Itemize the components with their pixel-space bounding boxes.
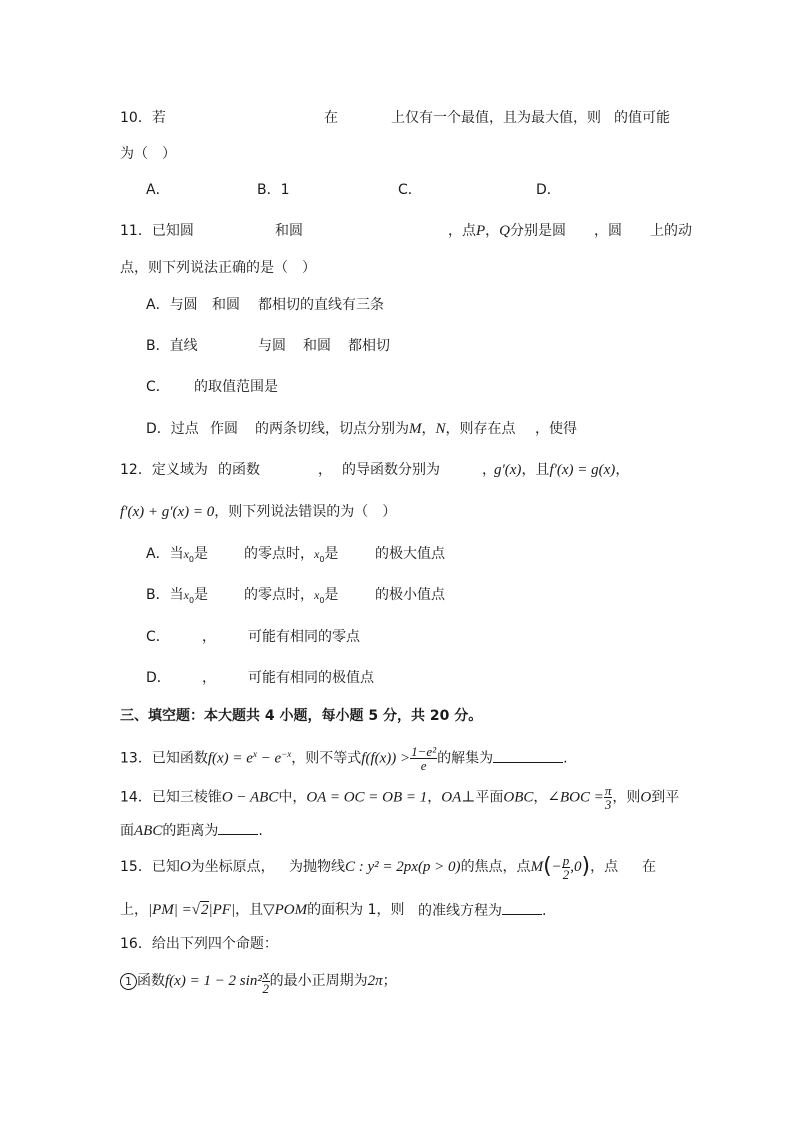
- q14-to-plane: 到平: [651, 789, 680, 806]
- q12-a-when: A．当: [146, 546, 184, 562]
- q11-var-p: P: [476, 223, 486, 239]
- q12-a-x0b: x: [314, 547, 320, 561]
- q15-directrix-text: 的准线方程为: [418, 903, 502, 919]
- q15-focus-point: 的焦点，点: [460, 859, 531, 875]
- q12-option-b-1: [146, 585, 208, 611]
- q15-m-tail: ,0: [570, 859, 582, 875]
- q15-frac-num: p: [562, 852, 570, 868]
- q11-option-a-3: 都相切的直线有三条: [258, 297, 384, 313]
- q12-option-c-3: 可能有相同的零点: [248, 629, 360, 645]
- q13-sup1: x: [252, 749, 257, 759]
- q12-option-a-2: [244, 544, 338, 570]
- q15-point-p: ，点: [590, 859, 619, 875]
- q14-distance-text: 的距离为: [162, 823, 219, 839]
- q11-var-q: Q: [499, 223, 511, 239]
- q12-b-x0-sub: 0: [188, 595, 195, 605]
- q12-text-derivs: 的导函数分别为: [342, 462, 440, 478]
- q15-answer-blank[interactable]: [502, 900, 542, 915]
- q16-frac-num: x: [262, 966, 269, 982]
- q13-fx: f(x) = e: [207, 750, 253, 767]
- q14-comma2: ，: [533, 789, 548, 806]
- q11-option-a-1: A．与圆: [146, 297, 198, 313]
- q15-zai: 在: [642, 859, 656, 875]
- q11-comma: ，: [485, 223, 500, 239]
- q10-number: 10．若: [120, 110, 166, 126]
- q14-frac-num: π: [604, 783, 612, 798]
- q12-and-text: ，且: [521, 462, 550, 478]
- q14-perp: OA⊥: [441, 789, 476, 806]
- q11-option-b-4: 都相切: [348, 338, 390, 354]
- q10-option-d: D．: [536, 182, 561, 198]
- q14-line2: [120, 820, 263, 841]
- q15-sqrt-arg: 2: [201, 902, 209, 918]
- q16-period-text: 的最小正周期为: [269, 973, 368, 989]
- q12-a-x0b-sub: 0: [319, 554, 325, 564]
- q12-option-a-3: 的极大值点: [375, 546, 445, 562]
- q12-b-is: 是: [194, 587, 209, 603]
- q13-number: 13．已知函数: [120, 750, 208, 767]
- q15-sqrt-sign: √: [191, 902, 201, 918]
- q14-period: .: [258, 823, 263, 839]
- q12-gprime-expr: g′(x): [494, 462, 522, 478]
- q10-option-a: A．: [146, 182, 170, 198]
- q15-period: .: [542, 903, 547, 919]
- q14-in: 中，: [278, 789, 307, 806]
- q11-exists-text: ，则存在点: [445, 421, 516, 437]
- q14-angle: ∠BOC =: [547, 789, 604, 806]
- q16-item-1: [120, 966, 397, 996]
- q10-text-value: 的值可能: [614, 110, 670, 126]
- q12-b-when: B．当: [146, 587, 184, 603]
- q10-text-wei: 为（ ）: [120, 146, 176, 162]
- q15-focus-of: 为抛物线: [289, 859, 345, 875]
- q12-option-d-2: ，: [202, 670, 216, 686]
- q13-sup2: −x: [281, 749, 292, 759]
- q15-paren-open: (: [543, 854, 552, 879]
- q15-parabola: C : y² = 2px: [345, 859, 418, 875]
- q12-a-x0-sub: 0: [188, 554, 194, 564]
- q12-option-a-1: [146, 544, 208, 570]
- q11-point-label: ，点: [448, 223, 476, 239]
- q12-b-is2: 是: [324, 587, 339, 603]
- q11-var-n: N: [435, 421, 446, 437]
- q15-line2b: [418, 900, 546, 921]
- q12-comma-1: ，: [318, 462, 332, 478]
- q13-ffx: f(f(x)) >: [361, 750, 411, 767]
- q15-area-text: 的面积为 1，则: [307, 902, 405, 918]
- q10-text-maxonly: 上仅有一个最值，且为最大值，则: [391, 110, 601, 126]
- section-3-heading: 三、填空题：本大题共 4 小题，每小题 5 分，共 20 分。: [120, 708, 483, 724]
- q15-line2: [120, 898, 404, 922]
- q15-triangle: ▽POM: [263, 902, 308, 918]
- q11-text-stem: 点，则下列说法正确的是（ ）: [120, 260, 316, 276]
- q14-comma: ，: [427, 789, 442, 806]
- q12-eq2: f′(x) + g′(x) = 0: [120, 504, 215, 520]
- q13-solution-text: 的解集为: [437, 750, 494, 767]
- q11-comma-2: ，: [421, 421, 436, 437]
- q11-option-d-1: D．过点: [146, 421, 199, 437]
- q11-option-b-1: B．直线: [146, 338, 198, 354]
- q12-comma-2: ，: [482, 462, 496, 478]
- q12-option-b-2: [244, 585, 338, 611]
- q15-m: M: [530, 859, 544, 875]
- q13-fraction: [410, 745, 437, 772]
- q12-stem: ，则下列说法错误的为（ ）: [214, 504, 397, 520]
- q12-b-x0b-sub: 0: [319, 595, 325, 605]
- q14-tetra: O − ABC: [221, 789, 279, 806]
- q11-text-moving: 上的动: [650, 223, 692, 239]
- q16-fraction: [262, 968, 270, 995]
- q15-pm: |PM| =: [148, 902, 192, 918]
- q12-b-x0: x: [183, 588, 189, 602]
- q11-respectively: 分别是圆: [510, 223, 567, 239]
- q13-answer-blank[interactable]: [493, 748, 563, 763]
- q11-text-and: 和圆: [275, 223, 303, 239]
- q16-frac-den: 2: [262, 980, 269, 996]
- q11-text-circle2: ，圆: [594, 223, 622, 239]
- q13-frac-den: e: [420, 758, 427, 774]
- q10-line1: [120, 108, 166, 128]
- q13-line: [120, 741, 568, 772]
- q15-line1b: [289, 853, 618, 881]
- q15-on: 上，: [120, 902, 148, 918]
- q14-number: 14．已知三棱锥: [120, 789, 222, 806]
- q15-frac-den: 2: [562, 866, 570, 882]
- q12-a-is: 是: [194, 546, 208, 562]
- q13-period: .: [563, 750, 568, 767]
- q11-number: 11．已知圆: [120, 223, 194, 239]
- q12-b-x0b: x: [314, 588, 320, 602]
- q16-period-value: 2π: [367, 973, 383, 989]
- q16-fx: f(x) = 1 − 2 sin²: [165, 973, 262, 989]
- q12-eq1: f′(x) = g(x): [549, 462, 616, 478]
- q14-frac-den: 3: [604, 797, 612, 812]
- q14-abc: ABC: [134, 823, 163, 839]
- q11-option-b-3: 和圆: [303, 338, 331, 354]
- q15-origin: 为坐标原点，: [190, 859, 275, 875]
- q14-mian: 面: [120, 823, 134, 839]
- q10-option-b: B．1: [257, 182, 290, 198]
- q11-option-d-2: 作圆: [210, 421, 238, 437]
- q16-heading: 16．给出下列四个命题：: [120, 936, 278, 952]
- q14-eq: OA = OC = OB = 1: [306, 789, 428, 806]
- q16-function-text: 函数: [137, 973, 165, 989]
- q13-minus: − e: [256, 750, 282, 767]
- q15-paren-close: ): [581, 854, 591, 879]
- q11-text-point: [448, 221, 566, 241]
- q16-circled-number: 1: [120, 973, 137, 990]
- q10-text-in: 在: [324, 110, 338, 126]
- q15-and: ，且: [235, 902, 264, 918]
- q11-var-m: M: [409, 421, 422, 437]
- q12-option-b-3: 的极小值点: [375, 587, 445, 603]
- q12-line2: [120, 502, 396, 522]
- q12-text-func: 的函数: [218, 462, 260, 478]
- q11-option-d-3: [255, 419, 516, 439]
- q12-number: 12．定义域为: [120, 462, 208, 478]
- q14-obc: OBC: [503, 789, 534, 806]
- q15-pf: |PF|: [208, 902, 236, 918]
- q12-option-d-1: D．: [146, 670, 171, 686]
- q13-frac-num: 1−e²: [411, 744, 437, 760]
- q14-then: ，则: [612, 789, 641, 806]
- q12-a-is2: 是: [324, 546, 339, 562]
- q12-option-c-1: C．: [146, 629, 170, 645]
- q10-option-c: C．: [398, 182, 422, 198]
- q15-cond: (p > 0): [417, 859, 461, 875]
- q14-plane: 平面: [475, 789, 504, 806]
- q15-line1: [120, 853, 275, 881]
- q11-option-a-2: 和圆: [212, 297, 240, 313]
- q14-answer-blank[interactable]: [218, 820, 258, 835]
- q11-option-c-1: C．: [146, 379, 170, 395]
- q12-option-d-3: 可能有相同的极值点: [248, 670, 374, 686]
- q12-a-x0: x: [183, 547, 189, 561]
- q11-option-b-2: 与圆: [258, 338, 286, 354]
- q12-comma-3: ，: [615, 462, 630, 478]
- q15-fraction: [562, 854, 571, 881]
- q12-gprime: [494, 460, 629, 480]
- q11-option-c-2: 的取值范围是: [194, 379, 278, 395]
- q11-tangent-text: 的两条切线，切点分别为: [255, 421, 409, 437]
- q15-number: 15．已知: [120, 859, 180, 875]
- q16-semicolon: ；: [382, 973, 397, 989]
- q13-ineq-text: ，则不等式: [291, 750, 362, 767]
- q11-option-d-5: ，使得: [535, 421, 577, 437]
- q14-o: O: [640, 789, 652, 806]
- q12-option-c-2: ，: [202, 629, 216, 645]
- q12-b-zero: 的零点时，: [244, 587, 314, 603]
- q15-o: O: [179, 859, 191, 875]
- q12-a-zero: 的零点时，: [244, 546, 314, 562]
- q14-line1: [120, 784, 679, 811]
- q15-minus: −: [551, 859, 562, 875]
